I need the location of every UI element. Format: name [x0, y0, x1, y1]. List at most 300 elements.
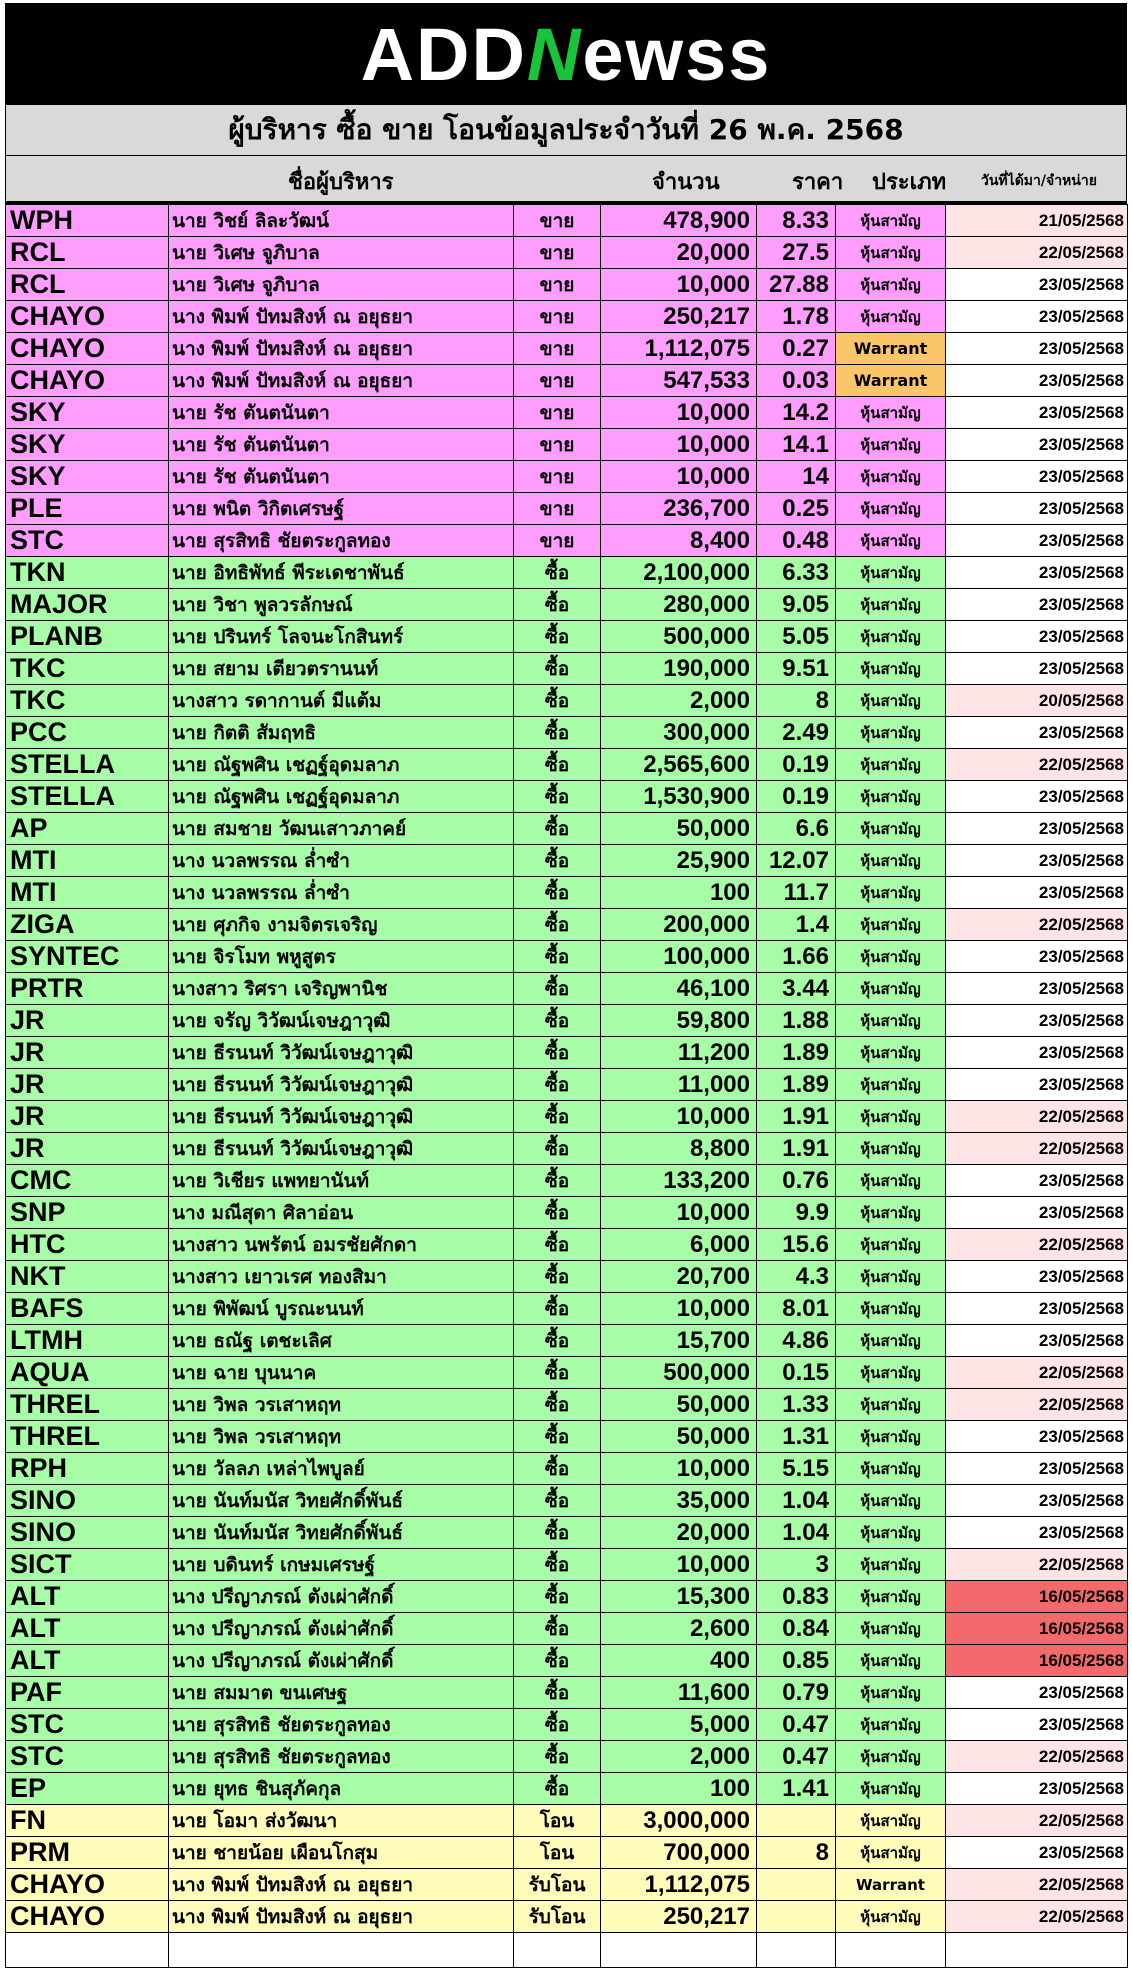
- security-type-cell: หุ้นสามัญ: [836, 909, 946, 941]
- symbol-cell: TKN: [6, 557, 169, 589]
- symbol-cell: RCL: [6, 269, 169, 301]
- price-cell: 1.78: [757, 301, 836, 333]
- transaction-type-cell: ซื้อ: [514, 1069, 601, 1101]
- price-cell: 0.27: [757, 333, 836, 365]
- price-cell: 1.04: [757, 1485, 836, 1517]
- security-type-cell: หุ้นสามัญ: [836, 653, 946, 685]
- quantity-cell: 1,112,075: [601, 333, 757, 365]
- security-type-cell: หุ้นสามัญ: [836, 1389, 946, 1421]
- transaction-type-cell: ขาย: [514, 525, 601, 557]
- price-cell: 0.25: [757, 493, 836, 525]
- transaction-type-cell: ซื้อ: [514, 621, 601, 653]
- date-cell: 22/05/2568: [946, 237, 1128, 269]
- table-row: [6, 269, 1128, 301]
- security-type-cell: หุ้นสามัญ: [836, 621, 946, 653]
- table-row: [6, 1773, 1128, 1805]
- header-name: ชื่อผู้บริหาร: [288, 170, 394, 195]
- security-type-cell: หุ้นสามัญ: [836, 589, 946, 621]
- executive-name-cell: นาย นันท์มนัส วิทยศักดิ์พันธ์: [169, 1485, 514, 1517]
- header-type: ประเภท: [872, 170, 947, 195]
- quantity-cell: 250,217: [601, 1901, 757, 1933]
- executive-name-cell: นาง พิมพ์ ปัทมสิงห์ ณ อยุธยา: [169, 365, 514, 397]
- date-cell: 22/05/2568: [946, 1133, 1128, 1165]
- executive-name-cell: นาย โอมา ส่งวัฒนา: [169, 1805, 514, 1837]
- date-cell: 23/05/2568: [946, 1069, 1128, 1101]
- transaction-type-cell: ซื้อ: [514, 1517, 601, 1549]
- date-cell: 23/05/2568: [946, 365, 1128, 397]
- date-cell: 23/05/2568: [946, 397, 1128, 429]
- quantity-cell: 35,000: [601, 1485, 757, 1517]
- date-cell: 23/05/2568: [946, 1709, 1128, 1741]
- transaction-type-cell: ซื้อ: [514, 1357, 601, 1389]
- table-row: [6, 1325, 1128, 1357]
- security-type-cell: หุ้นสามัญ: [836, 1581, 946, 1613]
- date-cell: 22/05/2568: [946, 1805, 1128, 1837]
- table-row: [6, 1901, 1128, 1933]
- executive-name-cell: นาย สมชาย วัฒนเสาวภาคย์: [169, 813, 514, 845]
- price-cell: 1.33: [757, 1389, 836, 1421]
- symbol-cell: CHAYO: [6, 365, 169, 397]
- table-row: [6, 1069, 1128, 1101]
- executive-name-cell: นาย อิทธิพัทธ์ พีระเดชาพันธ์: [169, 557, 514, 589]
- executive-name-cell: นาย สยาม เตียวตรานนท์: [169, 653, 514, 685]
- header-price: ราคา: [792, 170, 844, 195]
- executive-name-cell: นาง ปรีญาภรณ์ ตังเผ่าศักดิ์: [169, 1645, 514, 1677]
- symbol-cell: PRTR: [6, 973, 169, 1005]
- date-cell: 23/05/2568: [946, 333, 1128, 365]
- quantity-cell: 1,530,900: [601, 781, 757, 813]
- symbol-cell: MAJOR: [6, 589, 169, 621]
- symbol-cell: CHAYO: [6, 333, 169, 365]
- symbol-cell: THREL: [6, 1389, 169, 1421]
- transaction-type-cell: ซื้อ: [514, 845, 601, 877]
- executive-name-cell: นาย บดินทร์ เกษมเศรษฐ์: [169, 1549, 514, 1581]
- price-cell: 1.89: [757, 1069, 836, 1101]
- security-type-cell: Warrant: [836, 333, 946, 365]
- security-type-cell: หุ้นสามัญ: [836, 1197, 946, 1229]
- executive-name-cell: นาย จรัญ วิวัฒน์เจษฎาวุฒิ: [169, 1005, 514, 1037]
- transaction-type-cell: ซื้อ: [514, 653, 601, 685]
- quantity-cell: 400: [601, 1645, 757, 1677]
- table-row: [6, 301, 1128, 333]
- security-type-cell: หุ้นสามัญ: [836, 1357, 946, 1389]
- table-row: [6, 1741, 1128, 1773]
- transaction-type-cell: ซื้อ: [514, 1741, 601, 1773]
- executive-name-cell: นางสาว นพรัตน์ อมรชัยศักดา: [169, 1229, 514, 1261]
- date-cell: 23/05/2568: [946, 589, 1128, 621]
- quantity-cell: 20,700: [601, 1261, 757, 1293]
- price-cell: 5.15: [757, 1453, 836, 1485]
- transaction-type-cell: ซื้อ: [514, 1101, 601, 1133]
- empty-cell: [836, 1933, 946, 1968]
- price-cell: 27.88: [757, 269, 836, 301]
- price-cell: 1.89: [757, 1037, 836, 1069]
- security-type-cell: หุ้นสามัญ: [836, 845, 946, 877]
- table-row: [6, 845, 1128, 877]
- executive-name-cell: นาย ปรินทร์ โลจนะโกสินทร์: [169, 621, 514, 653]
- symbol-cell: EP: [6, 1773, 169, 1805]
- price-cell: 0.47: [757, 1741, 836, 1773]
- security-type-cell: หุ้นสามัญ: [836, 1069, 946, 1101]
- date-cell: 22/05/2568: [946, 1389, 1128, 1421]
- date-cell: 23/05/2568: [946, 941, 1128, 973]
- symbol-cell: JR: [6, 1133, 169, 1165]
- date-cell: 23/05/2568: [946, 525, 1128, 557]
- security-type-cell: หุ้นสามัญ: [836, 685, 946, 717]
- date-cell: 23/05/2568: [946, 1485, 1128, 1517]
- transaction-type-cell: ซื้อ: [514, 781, 601, 813]
- date-cell: 22/05/2568: [946, 1357, 1128, 1389]
- table-row: [6, 333, 1128, 365]
- table-row: [6, 781, 1128, 813]
- price-cell: 8.01: [757, 1293, 836, 1325]
- quantity-cell: 10,000: [601, 269, 757, 301]
- quantity-cell: 8,800: [601, 1133, 757, 1165]
- date-cell: 23/05/2568: [946, 301, 1128, 333]
- table-row: [6, 1037, 1128, 1069]
- security-type-cell: หุ้นสามัญ: [836, 1741, 946, 1773]
- executive-name-cell: นาง พิมพ์ ปัทมสิงห์ ณ อยุธยา: [169, 1901, 514, 1933]
- quantity-cell: 11,600: [601, 1677, 757, 1709]
- quantity-cell: 25,900: [601, 845, 757, 877]
- transaction-type-cell: ซื้อ: [514, 1325, 601, 1357]
- symbol-cell: SKY: [6, 429, 169, 461]
- table-row: [6, 1805, 1128, 1837]
- table-row: [6, 1293, 1128, 1325]
- table-row: [6, 1357, 1128, 1389]
- price-cell: 6.33: [757, 557, 836, 589]
- transaction-type-cell: ซื้อ: [514, 1293, 601, 1325]
- date-cell: 23/05/2568: [946, 269, 1128, 301]
- table-row: [6, 461, 1128, 493]
- executive-name-cell: นาย ธีรนนท์ วิวัฒน์เจษฎาวุฒิ: [169, 1133, 514, 1165]
- security-type-cell: หุ้นสามัญ: [836, 1549, 946, 1581]
- security-type-cell: หุ้นสามัญ: [836, 1005, 946, 1037]
- security-type-cell: หุ้นสามัญ: [836, 301, 946, 333]
- table-row: [6, 909, 1128, 941]
- price-cell: 8: [757, 685, 836, 717]
- price-cell: 27.5: [757, 237, 836, 269]
- executive-name-cell: นางสาว เยาวเรศ ทองสิมา: [169, 1261, 514, 1293]
- header-date: วันที่ได้มา/จำหน่าย: [981, 173, 1097, 189]
- table-row: [6, 877, 1128, 909]
- security-type-cell: หุ้นสามัญ: [836, 493, 946, 525]
- executive-name-cell: นาย รัช ตันตนันตา: [169, 461, 514, 493]
- security-type-cell: Warrant: [836, 1869, 946, 1901]
- date-cell: 23/05/2568: [946, 461, 1128, 493]
- symbol-cell: ALT: [6, 1581, 169, 1613]
- table-row: [6, 1837, 1128, 1869]
- security-type-cell: หุ้นสามัญ: [836, 1165, 946, 1197]
- quantity-cell: 500,000: [601, 1357, 757, 1389]
- table-row: [6, 1197, 1128, 1229]
- table-row: [6, 1005, 1128, 1037]
- executive-name-cell: นาง ปรีญาภรณ์ ตังเผ่าศักดิ์: [169, 1581, 514, 1613]
- date-cell: 23/05/2568: [946, 1517, 1128, 1549]
- security-type-cell: หุ้นสามัญ: [836, 781, 946, 813]
- quantity-cell: 2,600: [601, 1613, 757, 1645]
- transaction-type-cell: ขาย: [514, 237, 601, 269]
- transaction-type-cell: ซื้อ: [514, 1197, 601, 1229]
- transaction-type-cell: ซื้อ: [514, 973, 601, 1005]
- symbol-cell: STC: [6, 1709, 169, 1741]
- symbol-cell: NKT: [6, 1261, 169, 1293]
- quantity-cell: 300,000: [601, 717, 757, 749]
- quantity-cell: 100: [601, 877, 757, 909]
- transaction-type-cell: ขาย: [514, 365, 601, 397]
- executive-name-cell: นาง พิมพ์ ปัทมสิงห์ ณ อยุธยา: [169, 1869, 514, 1901]
- quantity-cell: 547,533: [601, 365, 757, 397]
- price-cell: 1.4: [757, 909, 836, 941]
- security-type-cell: หุ้นสามัญ: [836, 1421, 946, 1453]
- security-type-cell: หุ้นสามัญ: [836, 1613, 946, 1645]
- executive-name-cell: นาง มณีสุดา ศิลาอ่อน: [169, 1197, 514, 1229]
- date-cell: 16/05/2568: [946, 1581, 1128, 1613]
- price-cell: 1.66: [757, 941, 836, 973]
- date-cell: 16/05/2568: [946, 1613, 1128, 1645]
- transaction-type-cell: ซื้อ: [514, 589, 601, 621]
- transaction-type-cell: ขาย: [514, 493, 601, 525]
- transaction-type-cell: รับโอน: [514, 1901, 601, 1933]
- quantity-cell: 50,000: [601, 1389, 757, 1421]
- table-row: [6, 621, 1128, 653]
- table-row: [6, 717, 1128, 749]
- executive-name-cell: นาย ธณัฐ เตชะเลิศ: [169, 1325, 514, 1357]
- transaction-type-cell: โอน: [514, 1805, 601, 1837]
- quantity-cell: 6,000: [601, 1229, 757, 1261]
- security-type-cell: หุ้นสามัญ: [836, 877, 946, 909]
- date-cell: 22/05/2568: [946, 1229, 1128, 1261]
- security-type-cell: หุ้นสามัญ: [836, 1261, 946, 1293]
- symbol-cell: SYNTEC: [6, 941, 169, 973]
- quantity-cell: 50,000: [601, 813, 757, 845]
- transaction-type-cell: ซื้อ: [514, 1453, 601, 1485]
- date-cell: 16/05/2568: [946, 1645, 1128, 1677]
- symbol-cell: PLE: [6, 493, 169, 525]
- table-row: [6, 397, 1128, 429]
- date-cell: 23/05/2568: [946, 845, 1128, 877]
- symbol-cell: HTC: [6, 1229, 169, 1261]
- date-cell: 22/05/2568: [946, 749, 1128, 781]
- table-row: [6, 1549, 1128, 1581]
- security-type-cell: หุ้นสามัญ: [836, 1645, 946, 1677]
- date-cell: 23/05/2568: [946, 877, 1128, 909]
- table-row: [6, 1421, 1128, 1453]
- transaction-type-cell: ซื้อ: [514, 877, 601, 909]
- security-type-cell: หุ้นสามัญ: [836, 1453, 946, 1485]
- transaction-type-cell: ซื้อ: [514, 941, 601, 973]
- symbol-cell: SKY: [6, 461, 169, 493]
- quantity-cell: 11,200: [601, 1037, 757, 1069]
- price-cell: 1.91: [757, 1133, 836, 1165]
- symbol-cell: FN: [6, 1805, 169, 1837]
- transaction-type-cell: โอน: [514, 1837, 601, 1869]
- quantity-cell: 15,700: [601, 1325, 757, 1357]
- page-title: ผู้บริหาร ซื้อ ขาย โอนข้อมูลประจำวันที่ 26 พ.ค. 2568: [5, 105, 1127, 156]
- empty-cell: [514, 1933, 601, 1968]
- price-cell: 1.41: [757, 1773, 836, 1805]
- table-row: [6, 589, 1128, 621]
- price-cell: 8: [757, 1837, 836, 1869]
- date-cell: 23/05/2568: [946, 653, 1128, 685]
- date-cell: 22/05/2568: [946, 1901, 1128, 1933]
- price-cell: 0.19: [757, 749, 836, 781]
- transaction-type-cell: ซื้อ: [514, 1709, 601, 1741]
- quantity-cell: 133,200: [601, 1165, 757, 1197]
- table-row: [6, 1101, 1128, 1133]
- symbol-cell: CHAYO: [6, 1901, 169, 1933]
- transaction-type-cell: ซื้อ: [514, 1677, 601, 1709]
- security-type-cell: หุ้นสามัญ: [836, 941, 946, 973]
- transaction-type-cell: ซื้อ: [514, 1549, 601, 1581]
- date-cell: 21/05/2568: [946, 205, 1128, 237]
- transaction-type-cell: ขาย: [514, 397, 601, 429]
- date-cell: 23/05/2568: [946, 1197, 1128, 1229]
- date-cell: 23/05/2568: [946, 781, 1128, 813]
- table-row: [6, 1869, 1128, 1901]
- transaction-type-cell: ขาย: [514, 461, 601, 493]
- executive-name-cell: นาย วิเชียร แพทยานันท์: [169, 1165, 514, 1197]
- security-type-cell: หุ้นสามัญ: [836, 205, 946, 237]
- price-cell: 15.6: [757, 1229, 836, 1261]
- date-cell: 22/05/2568: [946, 1741, 1128, 1773]
- insider-trade-sheet: [5, 3, 1127, 1931]
- executive-name-cell: นาย รัช ตันตนันตา: [169, 429, 514, 461]
- price-cell: 1.31: [757, 1421, 836, 1453]
- executive-name-cell: นาง ปรีญาภรณ์ ตังเผ่าศักดิ์: [169, 1613, 514, 1645]
- security-type-cell: หุ้นสามัญ: [836, 461, 946, 493]
- quantity-cell: 10,000: [601, 1549, 757, 1581]
- symbol-cell: LTMH: [6, 1325, 169, 1357]
- quantity-cell: 1,112,075: [601, 1869, 757, 1901]
- price-cell: 0.47: [757, 1709, 836, 1741]
- executive-name-cell: นาย ฉาย บุนนาค: [169, 1357, 514, 1389]
- symbol-cell: CMC: [6, 1165, 169, 1197]
- security-type-cell: หุ้นสามัญ: [836, 237, 946, 269]
- table-row: [6, 941, 1128, 973]
- price-cell: 3: [757, 1549, 836, 1581]
- table-row: [6, 813, 1128, 845]
- date-cell: 23/05/2568: [946, 1261, 1128, 1293]
- table-row: [6, 205, 1128, 237]
- symbol-cell: ZIGA: [6, 909, 169, 941]
- date-cell: 23/05/2568: [946, 1453, 1128, 1485]
- executive-name-cell: นาย นันท์มนัส วิทยศักดิ์พันธ์: [169, 1517, 514, 1549]
- quantity-cell: 500,000: [601, 621, 757, 653]
- table-row: [6, 1709, 1128, 1741]
- price-cell: [757, 1901, 836, 1933]
- price-cell: 14.1: [757, 429, 836, 461]
- table-row: [6, 1613, 1128, 1645]
- table-row: [6, 685, 1128, 717]
- quantity-cell: 280,000: [601, 589, 757, 621]
- date-cell: 23/05/2568: [946, 493, 1128, 525]
- transaction-type-cell: ซื้อ: [514, 717, 601, 749]
- security-type-cell: หุ้นสามัญ: [836, 1037, 946, 1069]
- transaction-type-cell: ซื้อ: [514, 1037, 601, 1069]
- symbol-cell: SNP: [6, 1197, 169, 1229]
- date-cell: 23/05/2568: [946, 813, 1128, 845]
- quantity-cell: 59,800: [601, 1005, 757, 1037]
- executive-name-cell: นางสาว รดากานต์ มีแต้ม: [169, 685, 514, 717]
- quantity-cell: 10,000: [601, 461, 757, 493]
- executive-name-cell: นาย สุรสิทธิ ชัยตระกูลทอง: [169, 1709, 514, 1741]
- security-type-cell: หุ้นสามัญ: [836, 557, 946, 589]
- security-type-cell: หุ้นสามัญ: [836, 269, 946, 301]
- symbol-cell: JR: [6, 1037, 169, 1069]
- table-row: [6, 749, 1128, 781]
- table-row: [6, 429, 1128, 461]
- price-cell: 1.88: [757, 1005, 836, 1037]
- quantity-cell: 11,000: [601, 1069, 757, 1101]
- table-row: [6, 1485, 1128, 1517]
- table-row: [6, 973, 1128, 1005]
- trades-table: [5, 204, 1128, 1968]
- date-cell: 23/05/2568: [946, 1773, 1128, 1805]
- symbol-cell: STC: [6, 1741, 169, 1773]
- table-row: [6, 493, 1128, 525]
- date-cell: 23/05/2568: [946, 621, 1128, 653]
- security-type-cell: หุ้นสามัญ: [836, 397, 946, 429]
- table-row: [6, 1165, 1128, 1197]
- quantity-cell: 2,100,000: [601, 557, 757, 589]
- quantity-cell: 200,000: [601, 909, 757, 941]
- symbol-cell: MTI: [6, 845, 169, 877]
- transaction-type-cell: ซื้อ: [514, 1581, 601, 1613]
- date-cell: 23/05/2568: [946, 1293, 1128, 1325]
- price-cell: 9.05: [757, 589, 836, 621]
- transaction-type-cell: ซื้อ: [514, 1229, 601, 1261]
- table-row: [6, 365, 1128, 397]
- quantity-cell: 5,000: [601, 1709, 757, 1741]
- security-type-cell: หุ้นสามัญ: [836, 1677, 946, 1709]
- quantity-cell: 700,000: [601, 1837, 757, 1869]
- symbol-cell: ALT: [6, 1613, 169, 1645]
- security-type-cell: Warrant: [836, 365, 946, 397]
- quantity-cell: 20,000: [601, 1517, 757, 1549]
- security-type-cell: หุ้นสามัญ: [836, 717, 946, 749]
- date-cell: 23/05/2568: [946, 429, 1128, 461]
- symbol-cell: BAFS: [6, 1293, 169, 1325]
- transaction-type-cell: ซื้อ: [514, 1389, 601, 1421]
- price-cell: 14: [757, 461, 836, 493]
- transaction-type-cell: ขาย: [514, 301, 601, 333]
- quantity-cell: 10,000: [601, 397, 757, 429]
- security-type-cell: หุ้นสามัญ: [836, 525, 946, 557]
- table-row: [6, 1517, 1128, 1549]
- table-row: [6, 1389, 1128, 1421]
- price-cell: 4.86: [757, 1325, 836, 1357]
- logo-banner: [5, 3, 1127, 105]
- price-cell: 0.83: [757, 1581, 836, 1613]
- symbol-cell: PRM: [6, 1837, 169, 1869]
- date-cell: 23/05/2568: [946, 1005, 1128, 1037]
- executive-name-cell: นาย วิเศษ จูภิบาล: [169, 269, 514, 301]
- executive-name-cell: นาย พนิต วิกิตเศรษฐ์: [169, 493, 514, 525]
- price-cell: 0.48: [757, 525, 836, 557]
- price-cell: 1.91: [757, 1101, 836, 1133]
- symbol-cell: AQUA: [6, 1357, 169, 1389]
- quantity-cell: 3,000,000: [601, 1805, 757, 1837]
- empty-cell: [946, 1933, 1128, 1968]
- table-row: [6, 653, 1128, 685]
- price-cell: 1.04: [757, 1517, 836, 1549]
- security-type-cell: หุ้นสามัญ: [836, 1325, 946, 1357]
- security-type-cell: หุ้นสามัญ: [836, 1101, 946, 1133]
- date-cell: 23/05/2568: [946, 1837, 1128, 1869]
- security-type-cell: หุ้นสามัญ: [836, 1133, 946, 1165]
- executive-name-cell: นางสาว ริศรา เจริญพานิช: [169, 973, 514, 1005]
